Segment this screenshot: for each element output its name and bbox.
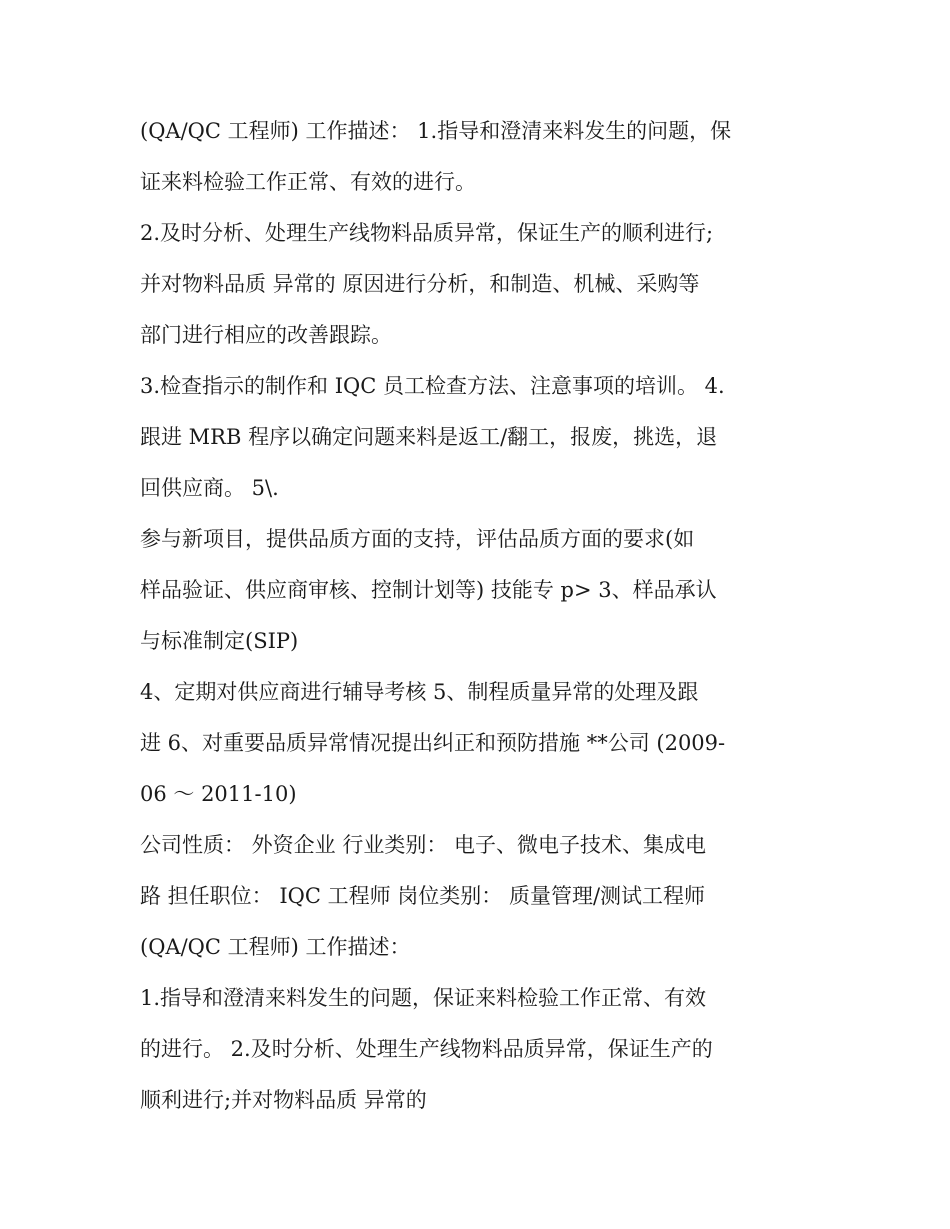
text-line: 1.指导和澄清来料发生的问题，保证来料检验工作正常、有效 (140, 986, 707, 1010)
text-line: 证来料检验工作正常、有效的进行。 (140, 170, 476, 194)
text-line: 回供应商。 5\. (140, 476, 279, 500)
text-line: 的进行。 2.及时分析、处理生产线物料品质异常，保证生产的 (140, 1037, 713, 1061)
text-line: 参与新项目，提供品质方面的支持，评估品质方面的要求(如 (140, 527, 695, 551)
text-line: 样品验证、供应商审核、控制计划等) 技能专 p> 3、样品承认 (140, 578, 717, 602)
text-line: 4、定期对供应商进行辅导考核 5、制程质量异常的处理及跟 (140, 680, 699, 704)
text-line: 并对物料品质 异常的 原因进行分析，和制造、机械、采购等 (140, 272, 700, 296)
text-line: 06 ～ 2011-10) (140, 782, 297, 806)
text-line: 顺利进行;并对物料品质 异常的 (140, 1088, 427, 1112)
text-line: 进 6、对重要品质异常情况提出纠正和预防措施 **公司 (2009- (140, 731, 726, 755)
text-line: 2.及时分析、处理生产线物料品质异常，保证生产的顺利进行; (140, 221, 714, 245)
text-line: (QA/QC 工程师) 工作描述： 1.指导和澄清来料发生的问题，保 (140, 119, 732, 143)
text-line: 跟进 MRB 程序以确定问题来料是返工/翻工，报废，挑选，退 (140, 425, 718, 449)
text-line: (QA/QC 工程师) 工作描述： (140, 935, 411, 959)
text-line: 路 担任职位： IQC 工程师 岗位类别： 质量管理/测试工程师 (140, 884, 706, 908)
text-line: 与标准制定(SIP) (140, 629, 299, 653)
body-text (140, 106, 820, 1126)
text-line: 公司性质： 外资企业 行业类别： 电子、微电子技术、集成电 (140, 833, 707, 857)
text-line: 部门进行相应的改善跟踪。 (140, 323, 392, 347)
text-line: 3.检查指示的制作和 IQC 员工检查方法、注意事项的培训。 4. (140, 374, 725, 398)
